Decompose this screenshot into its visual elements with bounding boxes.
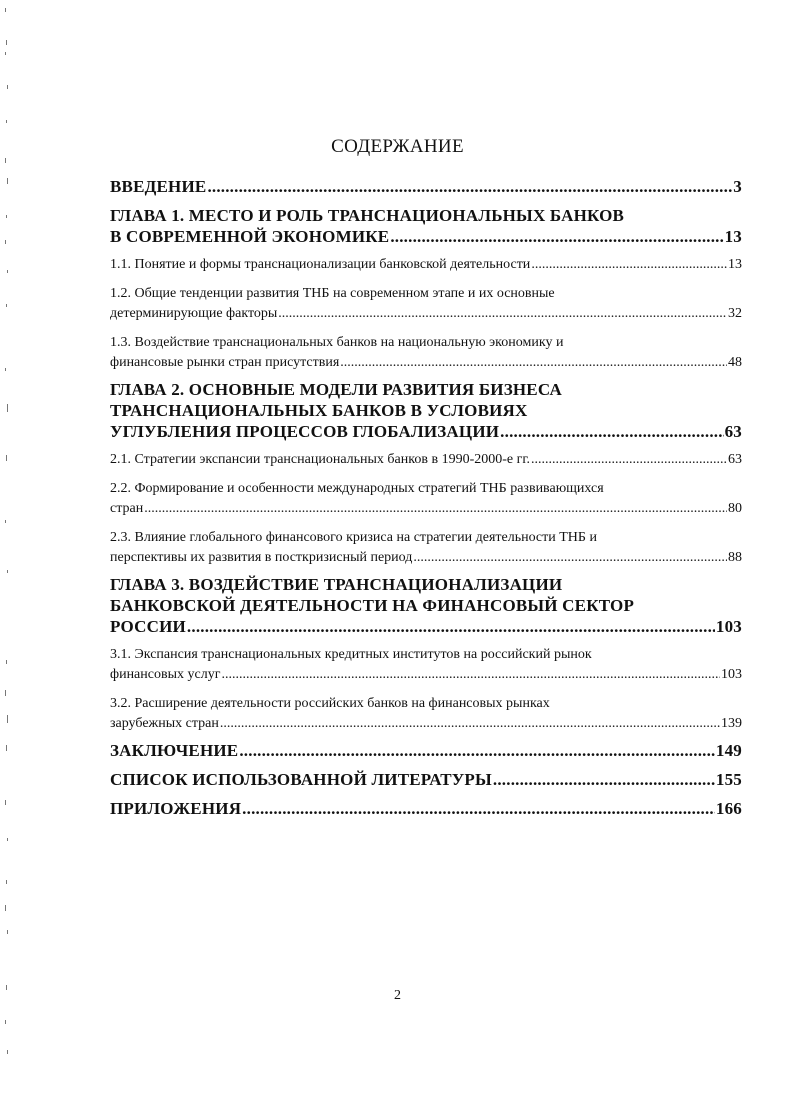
toc-entry-title: ГЛАВА 1. МЕСТО И РОЛЬ ТРАНСНАЦИОНАЛЬНЫХ БАНКОВ	[110, 206, 625, 225]
toc-entry-title-continued: детерминирующие факторы	[110, 306, 278, 321]
dot-leader	[390, 226, 723, 247]
toc-entry-chapter-1[interactable]	[110, 205, 742, 247]
dot-leader	[278, 304, 727, 324]
toc-entry-section-1-1[interactable]	[110, 255, 742, 275]
toc-entry-title: 1.3. Воздействие транснациональных банков на национальную экономику и	[110, 335, 564, 350]
dot-leader	[221, 665, 720, 685]
toc-entry-page: 32	[728, 306, 742, 321]
toc-entry-introduction[interactable]	[110, 176, 742, 197]
toc-entry-chapter-3[interactable]	[110, 574, 742, 637]
toc-entry-section-3-1[interactable]	[110, 645, 742, 685]
dot-leader	[187, 616, 715, 637]
toc-entry-appendices[interactable]	[110, 798, 742, 819]
dot-leader	[144, 499, 727, 519]
dot-leader	[242, 798, 715, 819]
toc-entry-title: 2.3. Влияние глобального финансового кризиса на стратегии деятельности ТНБ и	[110, 530, 597, 545]
toc-entry-chapter-2[interactable]	[110, 379, 742, 442]
dot-leader	[493, 769, 715, 790]
toc-entry-title-continued: ТРАНСНАЦИОНАЛЬНЫХ БАНКОВ В УСЛОВИЯХ	[110, 401, 528, 420]
scan-margin-specks	[0, 0, 14, 1096]
toc-entry-page: 3	[733, 177, 742, 196]
toc-entry-title: ПРИЛОЖЕНИЯ	[110, 799, 242, 818]
dot-leader	[239, 740, 715, 761]
toc-entry-page: 166	[715, 799, 742, 818]
toc-entry-title: 2.2. Формирование и особенности международных стратегий ТНБ развивающихся	[110, 481, 604, 496]
toc-entry-title-continued: В СОВРЕМЕННОЙ ЭКОНОМИКЕ	[110, 227, 390, 246]
toc-entry-page: 80	[728, 501, 742, 516]
toc-entry-page: 103	[715, 617, 742, 636]
dot-leader	[531, 450, 727, 470]
toc-entry-section-2-3[interactable]	[110, 528, 742, 568]
toc-entry-title: ГЛАВА 3. ВОЗДЕЙСТВИЕ ТРАНСНАЦИОНАЛИЗАЦИИ	[110, 575, 563, 594]
toc-entry-title: ГЛАВА 2. ОСНОВНЫЕ МОДЕЛИ РАЗВИТИЯ БИЗНЕСА	[110, 380, 562, 399]
toc-entry-title: ВВЕДЕНИЕ	[110, 177, 207, 196]
toc-entry-title: 3.1. Экспансия транснациональных кредитных институтов на российский рынок	[110, 647, 592, 662]
toc-entry-section-3-2[interactable]	[110, 694, 742, 734]
dot-leader	[220, 714, 720, 734]
table-of-contents	[110, 176, 742, 819]
toc-entry-title-continued: перспективы их развития в посткризисный период	[110, 550, 413, 565]
toc-entry-page: 149	[715, 741, 742, 760]
dot-leader	[531, 255, 727, 275]
toc-entry-page: 103	[721, 667, 742, 682]
toc-entry-section-2-1[interactable]	[110, 450, 742, 470]
toc-entry-bibliography[interactable]	[110, 769, 742, 790]
toc-entry-title: 1.1. Понятие и формы транснационализации банковской деятельности	[110, 257, 531, 272]
toc-entry-section-1-2[interactable]	[110, 284, 742, 324]
toc-entry-page: 63	[728, 452, 742, 467]
toc-entry-title-continued: стран	[110, 501, 144, 516]
toc-entry-page: 88	[728, 550, 742, 565]
toc-entry-title-continued: финансовых услуг	[110, 667, 221, 682]
page-number: 2	[394, 988, 401, 1003]
page-title: СОДЕРЖАНИЕ	[331, 136, 464, 157]
toc-entry-title: СПИСОК ИСПОЛЬЗОВАННОЙ ЛИТЕРАТУРЫ	[110, 770, 492, 789]
dot-leader	[340, 353, 727, 373]
dot-leader	[207, 176, 732, 197]
dot-leader	[500, 421, 723, 442]
dot-leader	[413, 548, 727, 568]
toc-entry-page: 139	[721, 716, 742, 731]
toc-entry-title: 1.2. Общие тенденции развития ТНБ на современном этапе и их основные	[110, 286, 555, 301]
toc-entry-page: 13	[728, 257, 742, 272]
scan-noise-graphic	[0, 0, 14, 1096]
toc-entry-title: 3.2. Расширение деятельности российских банков на финансовых рынках	[110, 696, 550, 711]
toc-entry-section-1-3[interactable]	[110, 333, 742, 373]
toc-entry-title: ЗАКЛЮЧЕНИЕ	[110, 741, 239, 760]
toc-entry-page: 48	[728, 355, 742, 370]
toc-entry-title-continued: БАНКОВСКОЙ ДЕЯТЕЛЬНОСТИ НА ФИНАНСОВЫЙ СЕКТОР	[110, 596, 635, 615]
toc-entry-title-continued: зарубежных стран	[110, 716, 219, 731]
toc-entry-title-continued: РОССИИ	[110, 617, 186, 636]
toc-entry-title: 2.1. Стратегии экспансии транснациональных банков в 1990-2000-е гг.	[110, 452, 531, 467]
toc-entry-page: 63	[724, 422, 742, 441]
toc-entry-conclusion[interactable]	[110, 740, 742, 761]
toc-entry-title-continued: УГЛУБЛЕНИЯ ПРОЦЕССОВ ГЛОБАЛИЗАЦИИ	[110, 422, 500, 441]
toc-entry-page: 155	[715, 770, 742, 789]
toc-entry-page: 13	[724, 227, 742, 246]
toc-entry-title-continued: финансовые рынки стран присутствия	[110, 355, 340, 370]
toc-entry-section-2-2[interactable]	[110, 479, 742, 519]
